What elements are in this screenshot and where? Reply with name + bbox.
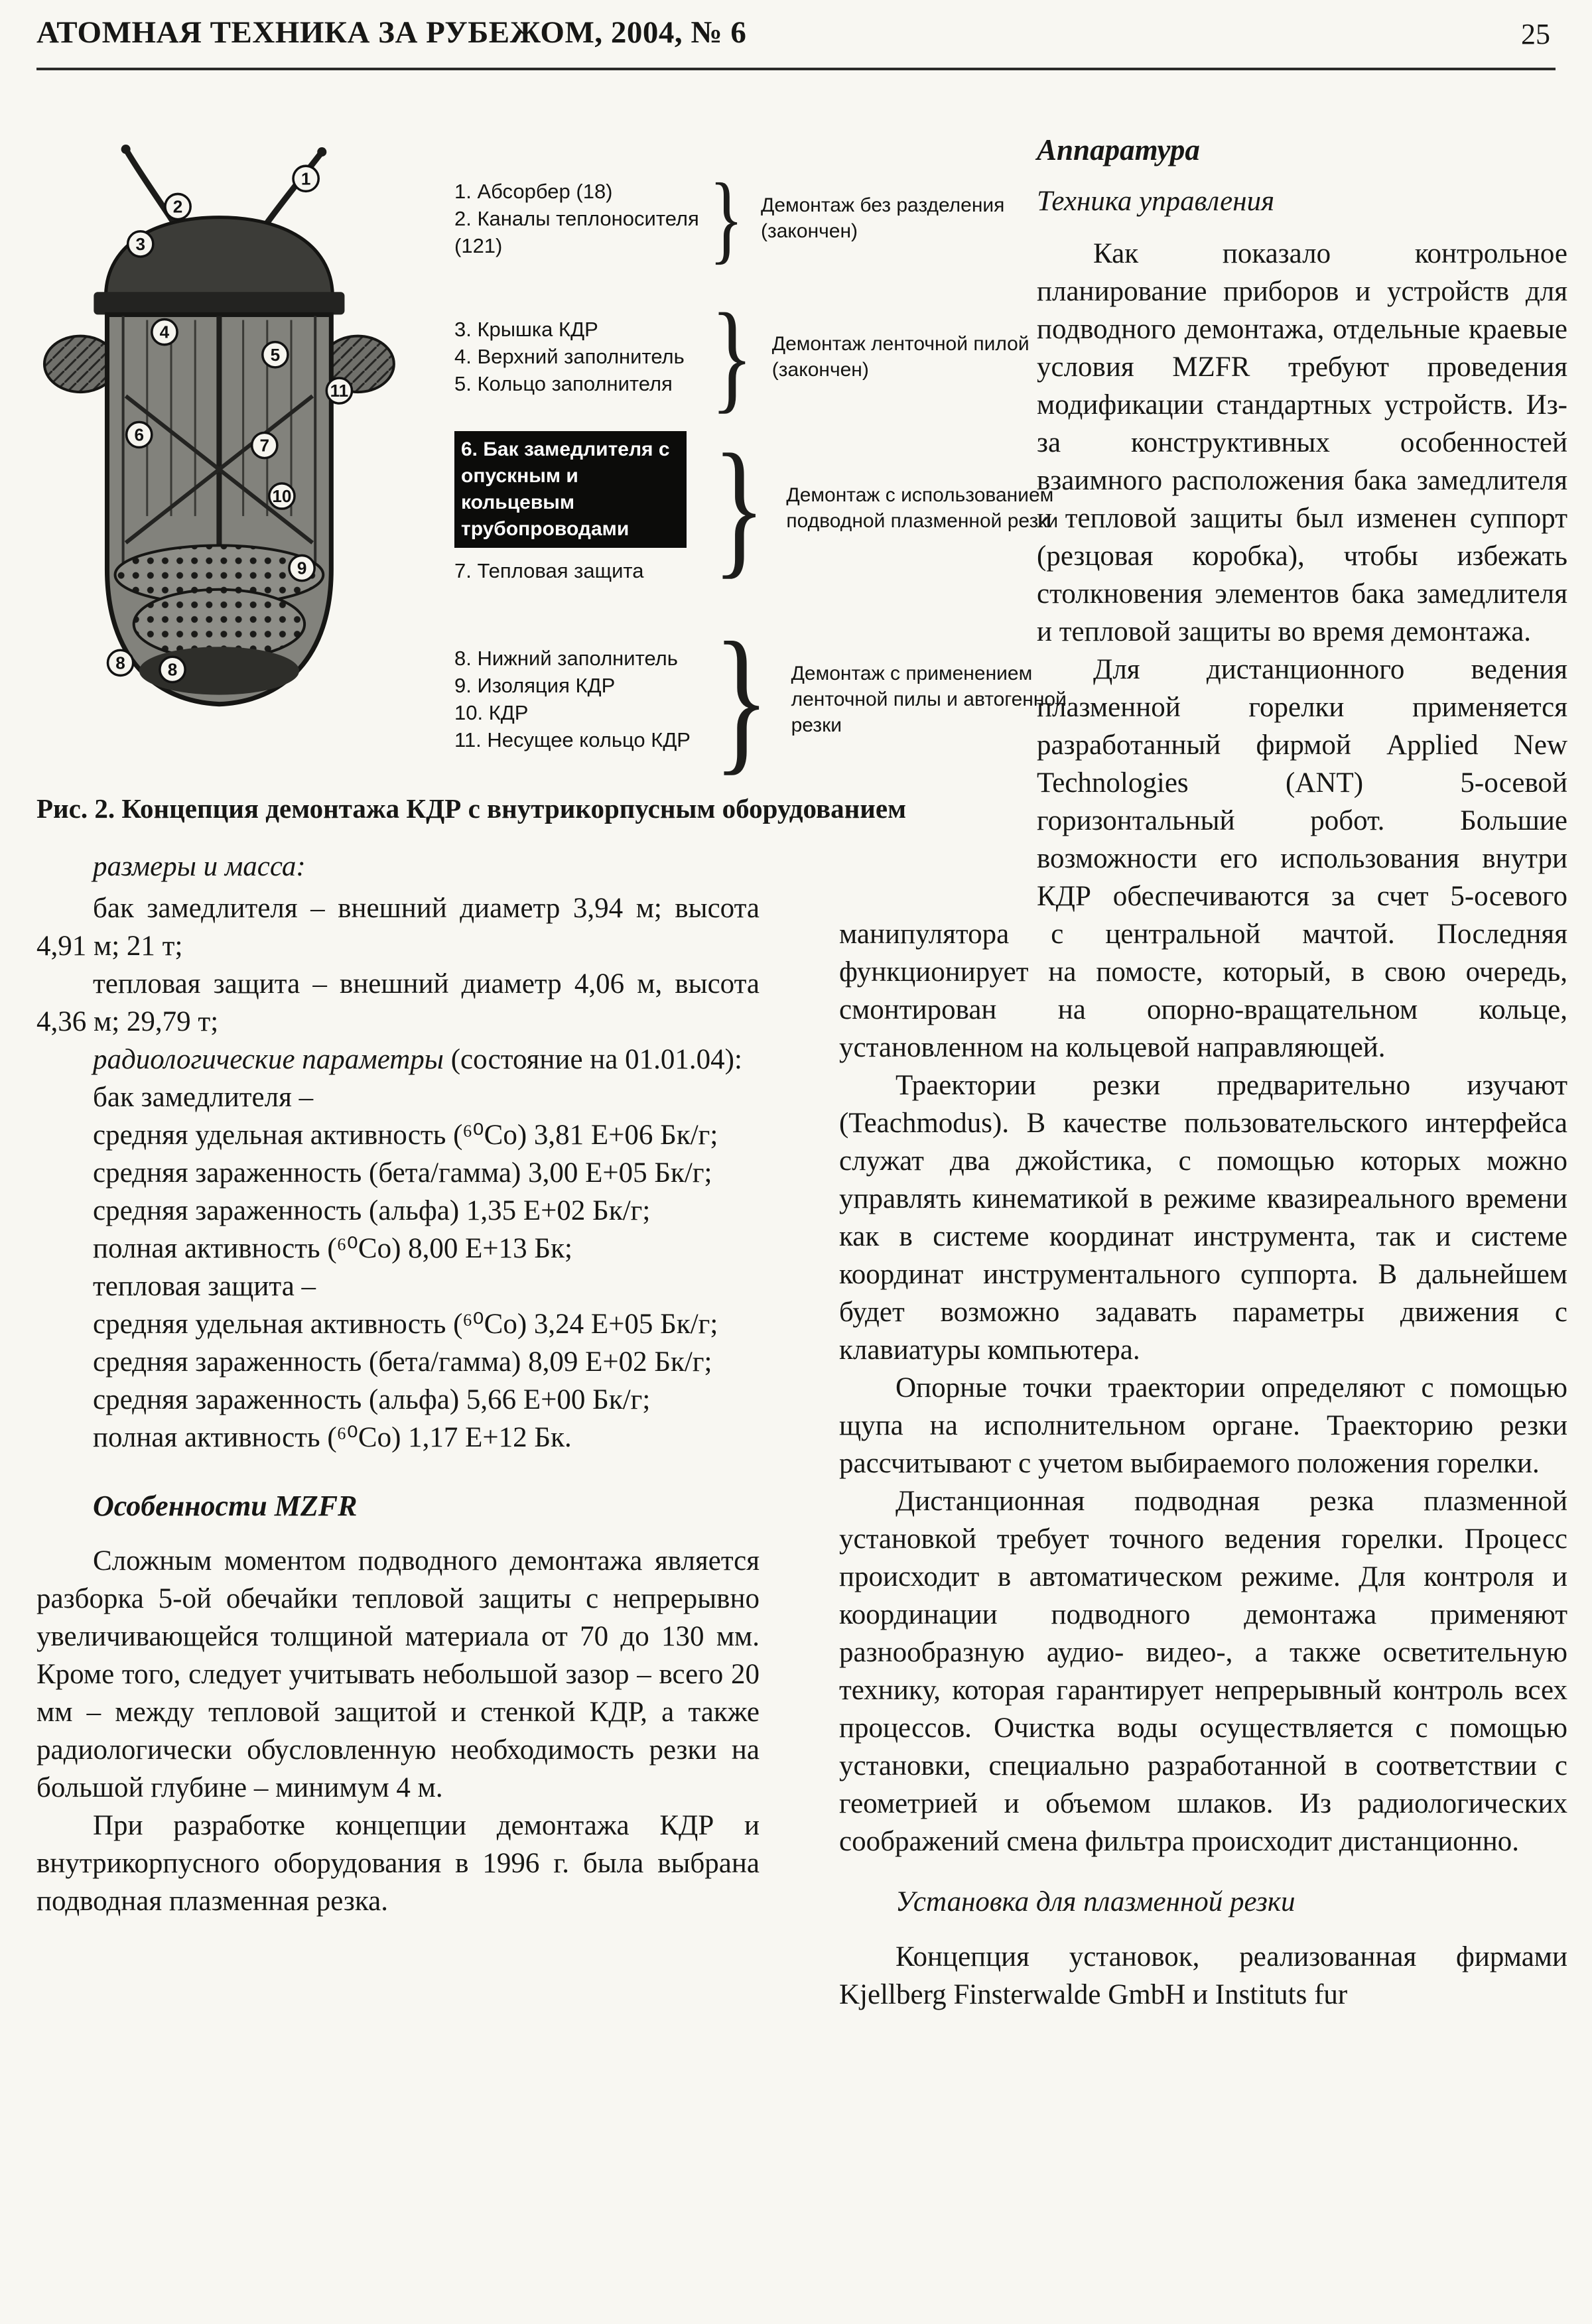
callout-8b-label: 8 [167,659,178,680]
paragraph: Траектории резки предварительно изучают (Teachmodus). В качестве пользовательского интерфейса служат два джойстика, с помощью которых можно управлять кинематикой в режиме квазиреального времени как в системе координат инструмента, так и системе координат инструментального суппорта. В дальнейшем будет возможно задавать параметры движения с клавиатуры компьютера. [839,1070,1567,1366]
left-column [36,848,760,1920]
radiology-line: средняя зараженность (бета/гамма) 3,00 Е+05 Бк/г; [93,1157,712,1189]
dimension-line: тепловая защита – внешний диаметр 4,06 м, высота 4,36 м; 29,79 т; [36,968,760,1037]
callout-8a-label: 8 [115,653,125,673]
radiology-line: средняя зараженность (бета/гамма) 8,09 Е+02 Бк/г; [93,1346,712,1378]
legend-item-7: 7. Тепловая защита [454,559,644,582]
radiology-heading-lead: радиологические параметры [93,1044,444,1075]
paragraph: Опорные точки траектории определяют с помощью щупа на исполнительном органе. Траекторию резки рассчитывают с учетом выбираемого положения горелки. [839,1372,1567,1479]
callout-1-label: 1 [300,168,311,189]
radiology-heading-rest: (состояние на 01.01.04): [443,1044,742,1075]
radiology-line: полная активность (⁶⁰Co) 8,00 Е+13 Бк; [93,1233,572,1264]
callout-3-label: 3 [135,233,146,254]
radiology-line: бак замедлителя – [93,1082,314,1113]
legend-item-11: 11. Несущее кольцо КДР [454,728,691,752]
paragraph: При разработке концепции демонтажа КДР и внутрикорпусного оборудования в 1996 г. была выбрана подводная плазменная резка. [36,1810,760,1917]
brace-icon: } [713,609,770,789]
paragraph: Для дистанционного ведения плазменной горелки применяется разработанный фирмой Applied New Technologies (ANT) 5-осевой горизонтальный робот. Большие возможности его использования внутри КДР обеспечиваются за счет 5-осевого манипулятора с центральной мачтой. Последняя функционирует на помосте, который, в свою очередь, смонтирован на опорно-вращательном кольце, установленном на кольцевой направляющей. [839,654,1567,1063]
figure-spacer [839,131,1037,887]
legend-note-2: Демонтаж ленточной пилой (закончен) [771,332,1029,381]
radiology-line: средняя удельная активность (⁶⁰Co) 3,24 Е+05 Бк/г; [93,1309,718,1340]
paragraph: Как показало контрольное планирование приборов и устройств для подводного демонтажа, отдельные краевые условия MZFR требуют проведения модификации стандартных устройств. Из-за конструктивных особенностей взаимного расположения бака замедлителя и тепловой защиты был изменен суппорт (резцовая коробка), чтобы избежать столкновения элементов бака замедлителя и тепловой защиты во время демонтажа. [1037,238,1567,647]
paragraph: Дистанционная подводная резка плазменной установкой требует точного ведения горелки. Процесс происходит в автоматическом режиме. Для контроля и координации подводного демонтажа применяют разнообразную аудио- видео-, а также осветительную технику, которая гарантирует непрерывный контроль всех процессов. Очистка воды осуществляется с помощью установки, специально разработанной в соответствии с геометрией и объемом шлаков. Из радиологических соображений смена фильтра происходит дистанционно. [839,1486,1567,1857]
page-number: 25 [1521,18,1550,50]
callout-2-label: 2 [172,196,183,217]
subheading-control-technique: Техника управления [1037,186,1275,217]
callout-7-label: 7 [259,435,270,456]
legend-item-1: 1. Абсорбер (18) [454,179,613,203]
callout-10-label: 10 [272,485,292,506]
page-header [36,15,1556,61]
legend-note-4: Демонтаж с применением ленточной пилы и автогенной резки [791,662,1067,736]
section-heading-apparatus: Аппаратура [1037,133,1200,166]
brace-icon: } [712,422,765,592]
callout-5-label: 5 [270,344,281,365]
paragraph: Сложным моментом подводного демонтажа является разборка 5-ой обечайки тепловой защиты с непрерывно увеличивающейся толщиной материала от 70 до 130 мм. Кроме того, следует учитывать небольшой зазор – всего 20 мм – между тепловой защитой и стенкой КДР, а также радиологически обусловленную необходимость резки на большой глубине – минимум 4 м. [36,1545,760,1803]
vessel-flange [94,292,344,314]
legend-item-6-highlighted: 6. Бак замедлителя с опускным и кольцевым трубопроводами [454,431,687,548]
callout-6-label: 6 [134,424,145,445]
legend-item-10: 10. КДР [454,701,529,725]
legend-item-3: 3. Крышка КДР [454,318,598,342]
journal-title: АТОМНАЯ ТЕХНИКА ЗА РУБЕЖОМ, 2004, № 6 [36,15,747,50]
section-heading-mzfr: Особенности MZFR [93,1490,358,1522]
legend-item-9: 9. Изоляция КДР [454,674,616,698]
radiology-line: средняя зараженность (альфа) 1,35 Е+02 Бк/г; [93,1195,651,1226]
brace-icon: } [709,163,744,273]
header-rule [36,68,1556,70]
radiology-line: тепловая защита – [93,1271,316,1302]
radiology-heading [36,1041,760,1078]
right-column [839,131,1567,2014]
radiology-line: полная активность (⁶⁰Co) 1,17 Е+12 Бк. [93,1422,572,1453]
radiology-line: средняя удельная активность (⁶⁰Co) 3,81 Е+06 Бк/г; [93,1120,718,1151]
subheading-plasma-cutting-unit: Установка для плазменной резки [896,1886,1295,1917]
legend-item-5: 5. Кольцо заполнителя [454,372,673,396]
callout-4-label: 4 [159,322,170,342]
dimension-line: бак замедлителя – внешний диаметр 3,94 м; высота 4,91 м; 21 т; [36,893,760,962]
legend-note-1: Демонтаж без разделения (закончен) [761,194,1005,243]
brace-icon: } [710,289,754,424]
callout-11-label: 11 [330,381,349,401]
legend-item-2: 2. Каналы теплоносителя (121) [454,206,699,257]
legend-note-3: Демонтаж с использованием подводной плазменной резки [786,484,1059,532]
reactor-diagram [40,143,421,743]
legend-item-4: 4. Верхний заполнитель [454,345,685,369]
paragraph: Концепция установок, реализованная фирмами Kjellberg Finsterwalde GmbH и Instituts fur [839,1941,1567,2010]
callout-9-label: 9 [297,558,307,578]
figure-caption: Рис. 2. Концепция демонтажа КДР с внутрикорпусным оборудованием [36,793,906,824]
radiology-line: средняя зараженность (альфа) 5,66 Е+00 Бк/г; [93,1384,651,1415]
dimensions-heading: размеры и масса: [93,851,306,882]
legend-item-8: 8. Нижний заполнитель [454,647,678,671]
